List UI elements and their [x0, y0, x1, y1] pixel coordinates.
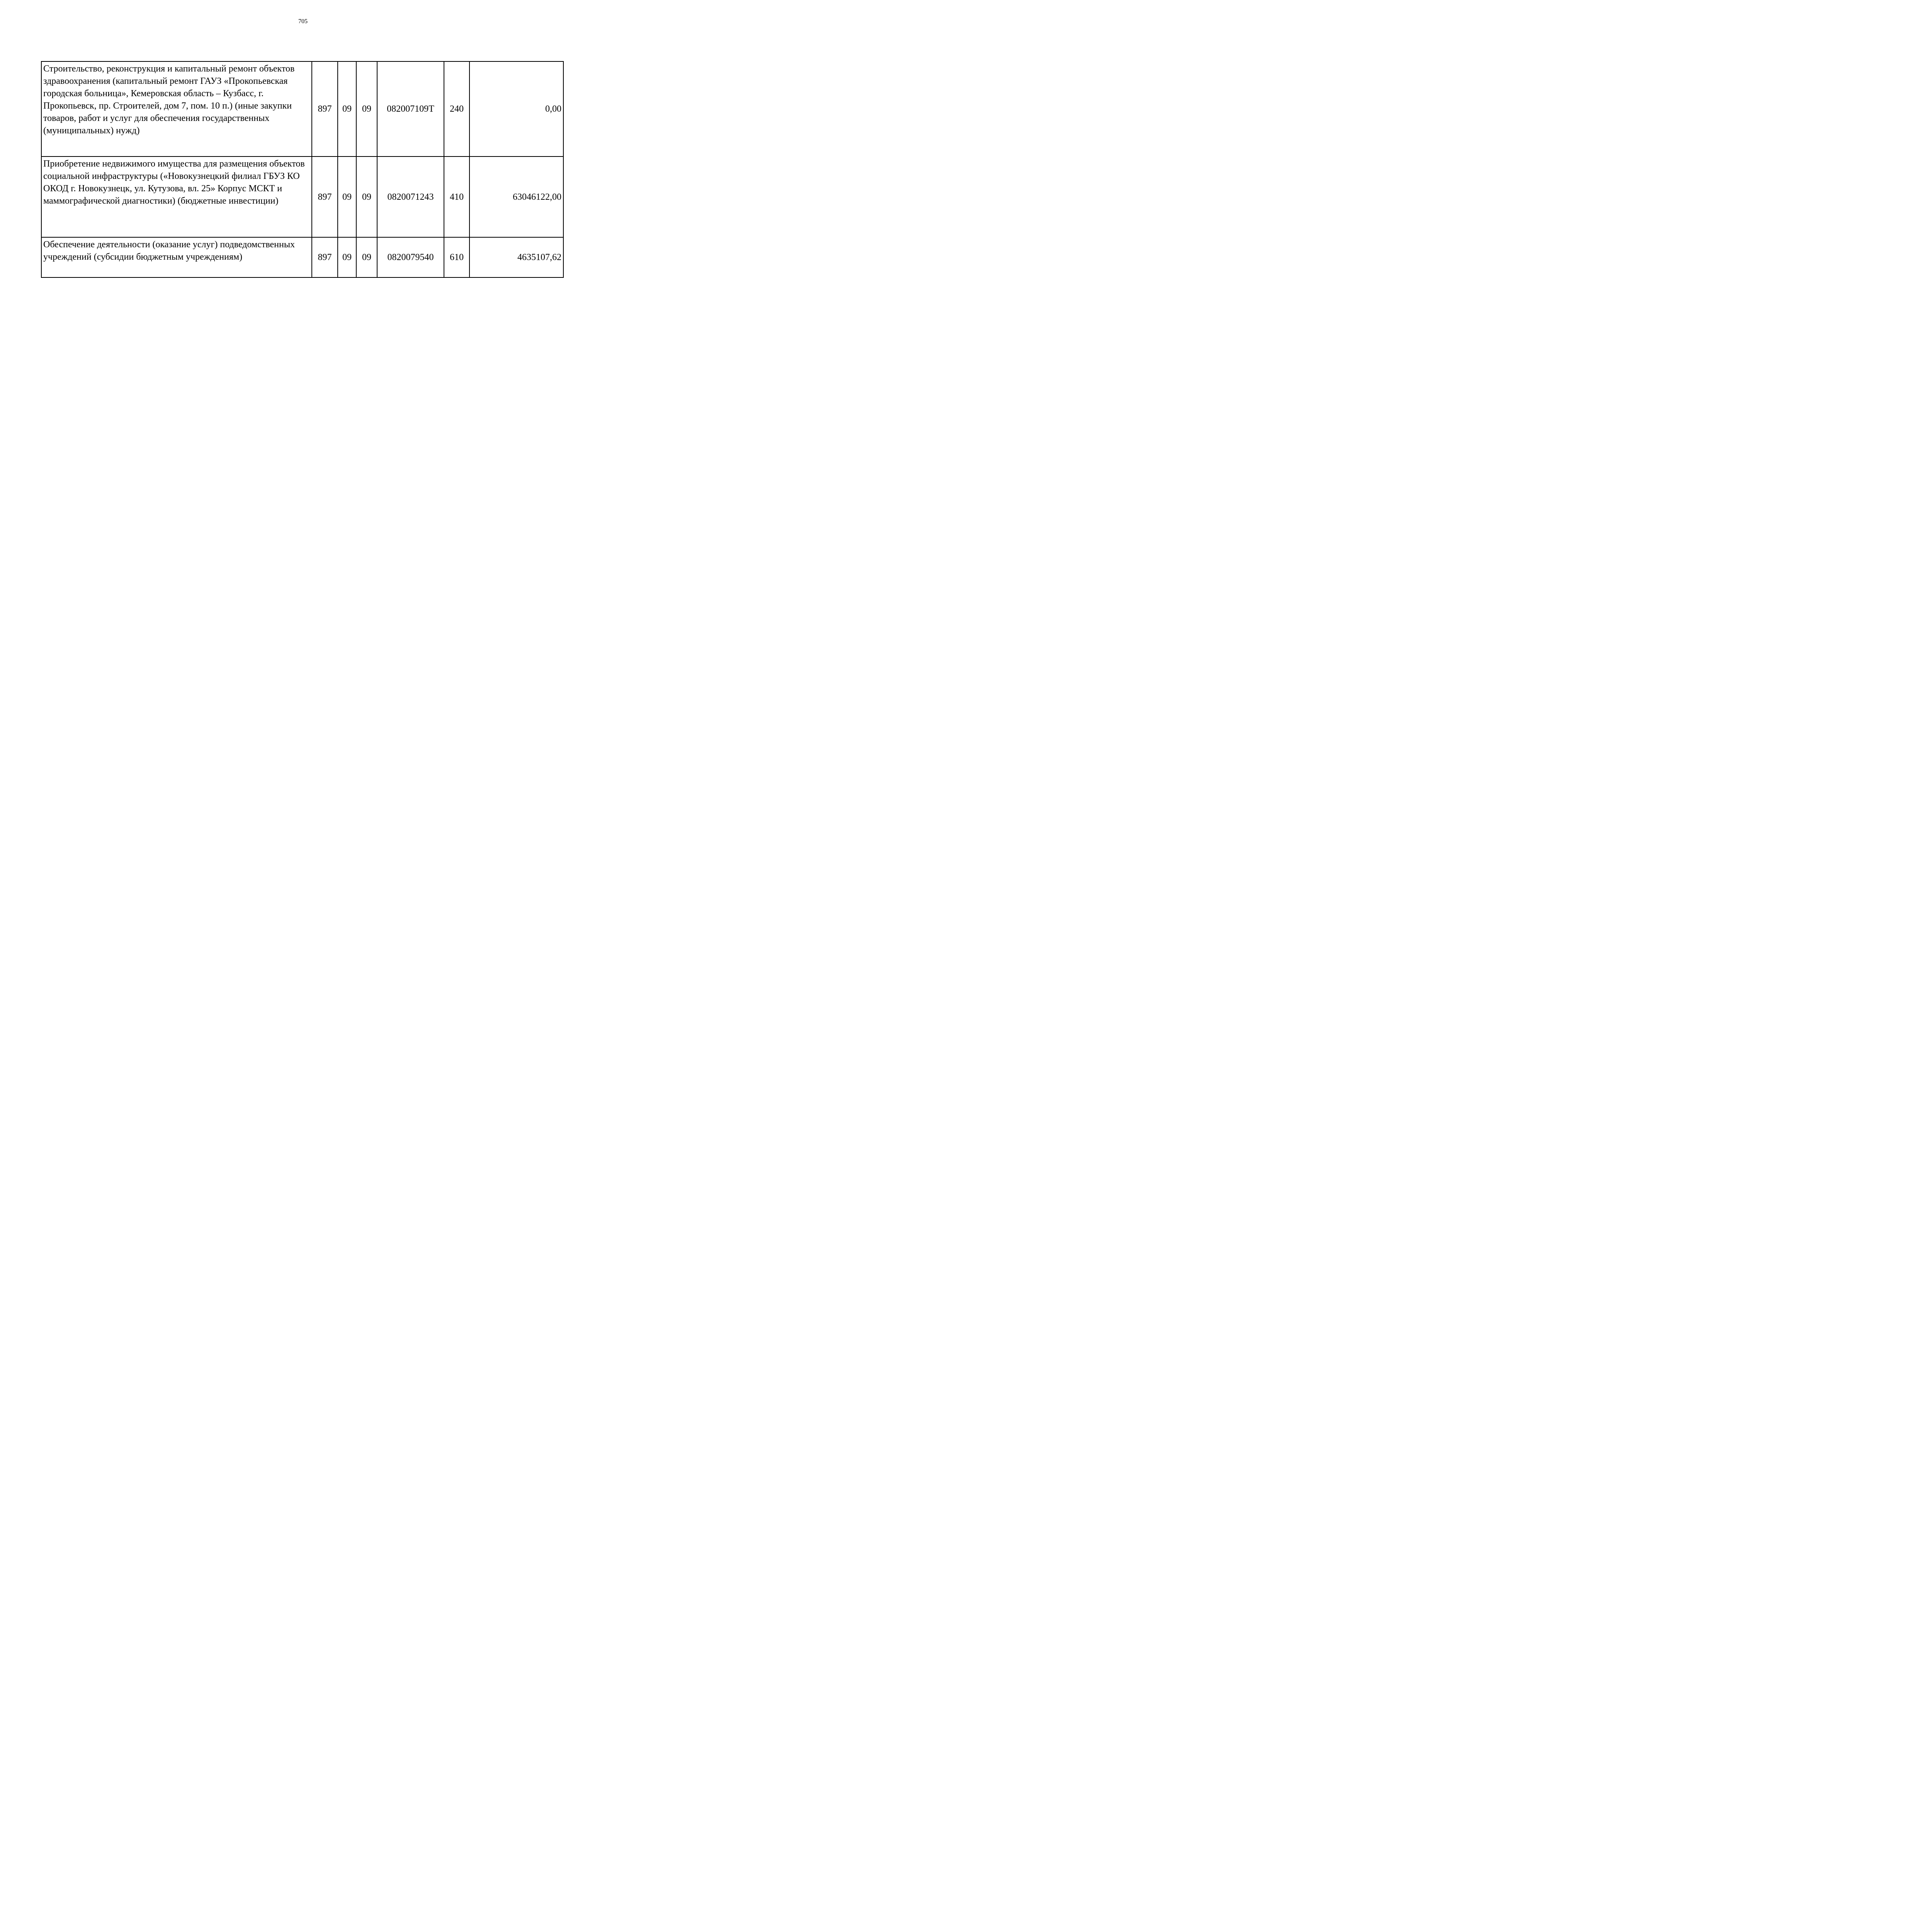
ministry-code-cell: 897: [312, 61, 338, 156]
subsection-code-cell: 09: [356, 156, 377, 237]
ministry-code-cell: 897: [312, 237, 338, 277]
target-article-cell: 0820079540: [377, 237, 444, 277]
budget-table: [41, 61, 564, 278]
section-code-cell: 09: [338, 156, 356, 237]
section-code-cell: 09: [338, 237, 356, 277]
expense-name-cell: Обеспечение деятельности (оказание услуг) подведомственных учреждений (субсидии бюджетным учреждениям): [41, 237, 312, 277]
amount-cell: 4635107,62: [469, 237, 563, 277]
section-code-cell: 09: [338, 61, 356, 156]
table-row: [41, 156, 563, 237]
expense-type-cell: 610: [444, 237, 469, 277]
subsection-code-cell: 09: [356, 237, 377, 277]
target-article-cell: 0820071243: [377, 156, 444, 237]
ministry-code-cell: 897: [312, 156, 338, 237]
subsection-code-cell: 09: [356, 61, 377, 156]
expense-name-cell: Приобретение недвижимого имущества для размещения объектов социальной инфраструктуры («Новокузнецкий филиал ГБУЗ КО ОКОД г. Новокузнецк, ул. Кутузова, вл. 25» Корпус МСКТ и маммографической диагностики) (бюджетные инвестиции): [41, 156, 312, 237]
page-number: 705: [298, 18, 308, 25]
table-row: [41, 61, 563, 156]
expense-type-cell: 240: [444, 61, 469, 156]
amount-cell: 63046122,00: [469, 156, 563, 237]
table-row: [41, 237, 563, 277]
expense-name-cell: Строительство, реконструкция и капитальный ремонт объектов здравоохранения (капитальный ремонт ГАУЗ «Прокопьевская городская больница», Кемеровская область – Кузбасс, г. Прокопьевск, пр. Строителей, дом 7, пом. 10 п.) (иные закупки товаров, работ и услуг для обеспечения государственных (муниципальных) нужд): [41, 61, 312, 156]
amount-cell: 0,00: [469, 61, 563, 156]
target-article-cell: 082007109Т: [377, 61, 444, 156]
expense-type-cell: 410: [444, 156, 469, 237]
